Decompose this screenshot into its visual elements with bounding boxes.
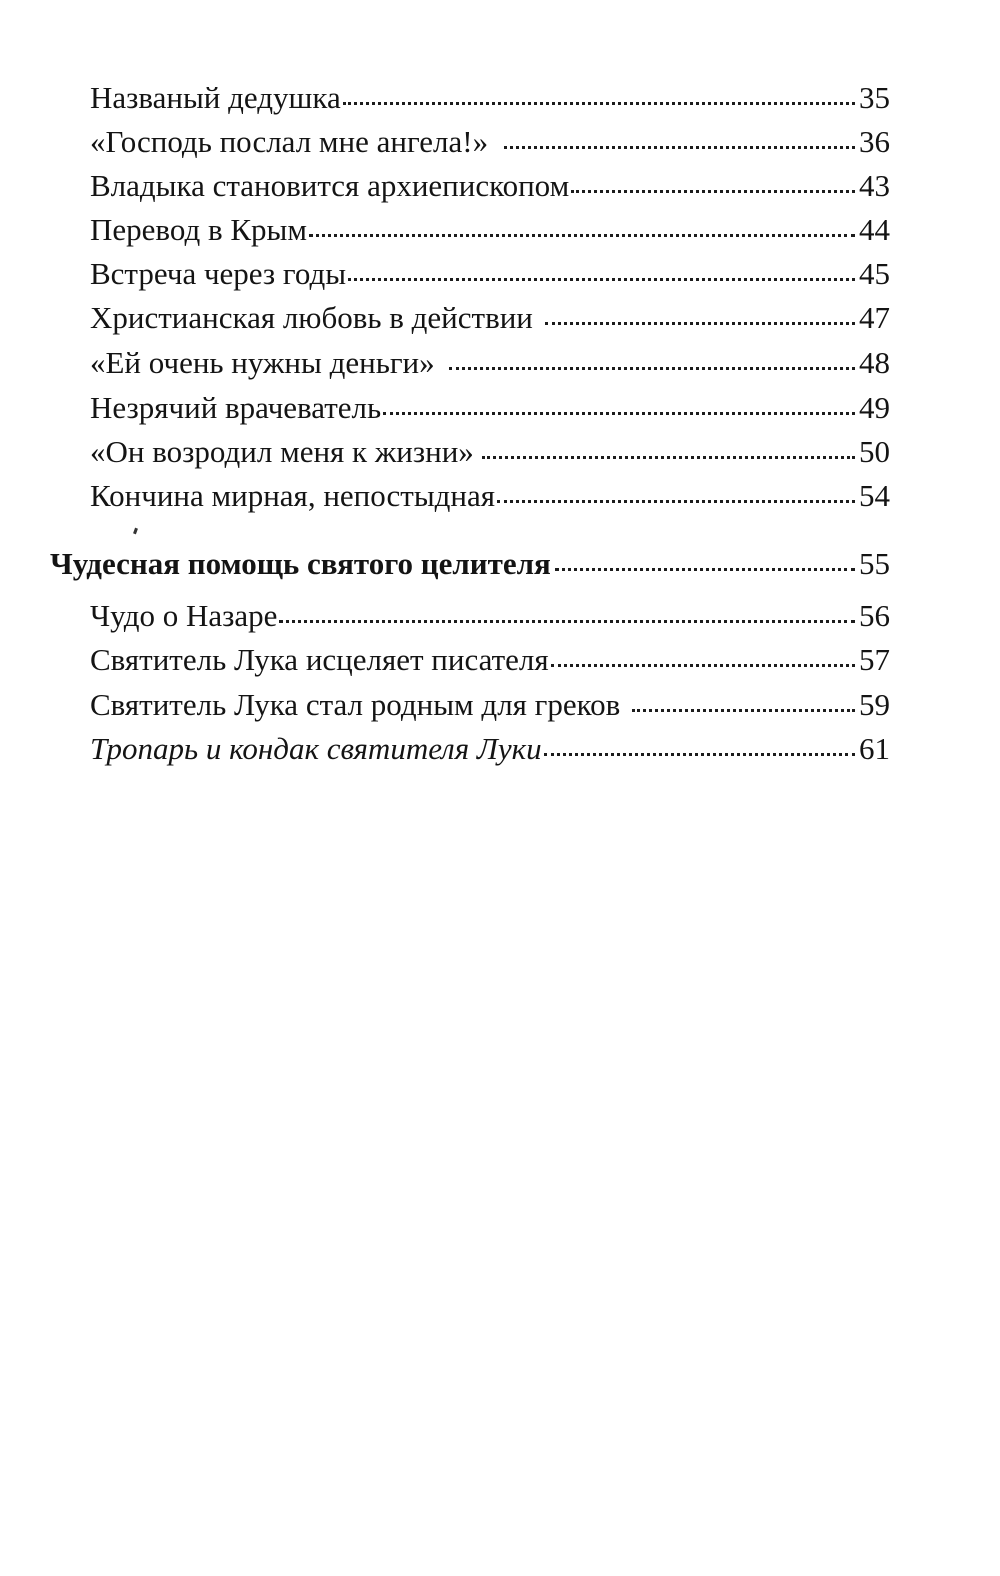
toc-entry: [90, 687, 890, 723]
toc-entry: [90, 434, 890, 470]
toc-entry-title: Незрячий врачеватель: [90, 390, 382, 425]
toc-entry: [90, 256, 890, 292]
toc-entry-title: Христианская любовь в действии: [90, 300, 533, 335]
toc-entry-title: Названый дедушка: [90, 80, 341, 115]
dot-leader: [497, 500, 855, 503]
toc-entry: [90, 124, 890, 160]
toc-entry: [90, 300, 890, 336]
toc-entry-page: 59: [859, 687, 890, 722]
toc-section-title: Чудесная помощь святого целителя: [50, 546, 551, 581]
toc-entry: [90, 642, 890, 678]
dot-leader: [504, 146, 855, 149]
toc-entry-title: Перевод в Крым: [90, 212, 307, 247]
toc-entry-page: 49: [859, 390, 890, 425]
dot-leader: [632, 709, 855, 712]
toc-entry: [90, 478, 890, 514]
toc-entry-page: 61: [859, 731, 890, 766]
toc-entry-page: 57: [859, 642, 890, 677]
toc-entry-title: «Он возродил меня к жизни»: [90, 434, 474, 469]
toc-entry: [90, 731, 890, 767]
toc-entry-title: «Господь послал мне ангела!»: [90, 124, 489, 159]
toc-entry-title: «Ей очень нужны деньги»: [90, 345, 435, 380]
toc-entry-page: 36: [859, 124, 890, 159]
toc-entry-page: 48: [859, 345, 890, 380]
toc-entry-page: 35: [859, 80, 890, 115]
dot-leader: [545, 322, 855, 325]
dot-leader: [544, 753, 855, 756]
toc-entry-page: 55: [859, 546, 890, 581]
dot-leader: [571, 190, 855, 193]
toc-entry-title: Чудо о Назаре: [90, 598, 278, 633]
dot-leader: [449, 367, 855, 370]
toc-entry-page: 50: [859, 434, 890, 469]
dot-leader: [482, 456, 855, 459]
toc-entry-page: 47: [859, 300, 890, 335]
dot-leader: [343, 102, 855, 105]
dot-leader: [555, 568, 855, 571]
print-speck: [133, 528, 138, 535]
toc-entry: [90, 80, 890, 116]
toc-entry-title: Встреча через годы: [90, 256, 347, 291]
toc-entry-page: 54: [859, 478, 890, 513]
toc-section-heading: [50, 546, 890, 582]
dot-leader: [551, 664, 855, 667]
toc-entry: [90, 212, 890, 248]
toc-entry: [90, 345, 890, 381]
toc-entry-page: 56: [859, 598, 890, 633]
toc-entry-title: Святитель Лука стал родным для греков: [90, 687, 621, 722]
dot-leader: [348, 278, 855, 281]
toc-entry-title: Кончина мирная, непостыдная: [90, 478, 496, 513]
toc-entry: [90, 390, 890, 426]
toc-entry-title: Владыка становится архиепископом: [90, 168, 570, 203]
dot-leader: [383, 412, 855, 415]
toc-entry-page: 44: [859, 212, 890, 247]
toc-entry: [90, 598, 890, 634]
toc-entry-page: 45: [859, 256, 890, 291]
dot-leader: [309, 234, 855, 237]
toc-entry-page: 43: [859, 168, 890, 203]
dot-leader: [279, 620, 855, 623]
toc-entry-title: Святитель Лука исцеляет писателя: [90, 642, 549, 677]
toc-entry-title: Тропарь и кондак святителя Луки: [90, 731, 542, 766]
toc-entry: [90, 168, 890, 204]
